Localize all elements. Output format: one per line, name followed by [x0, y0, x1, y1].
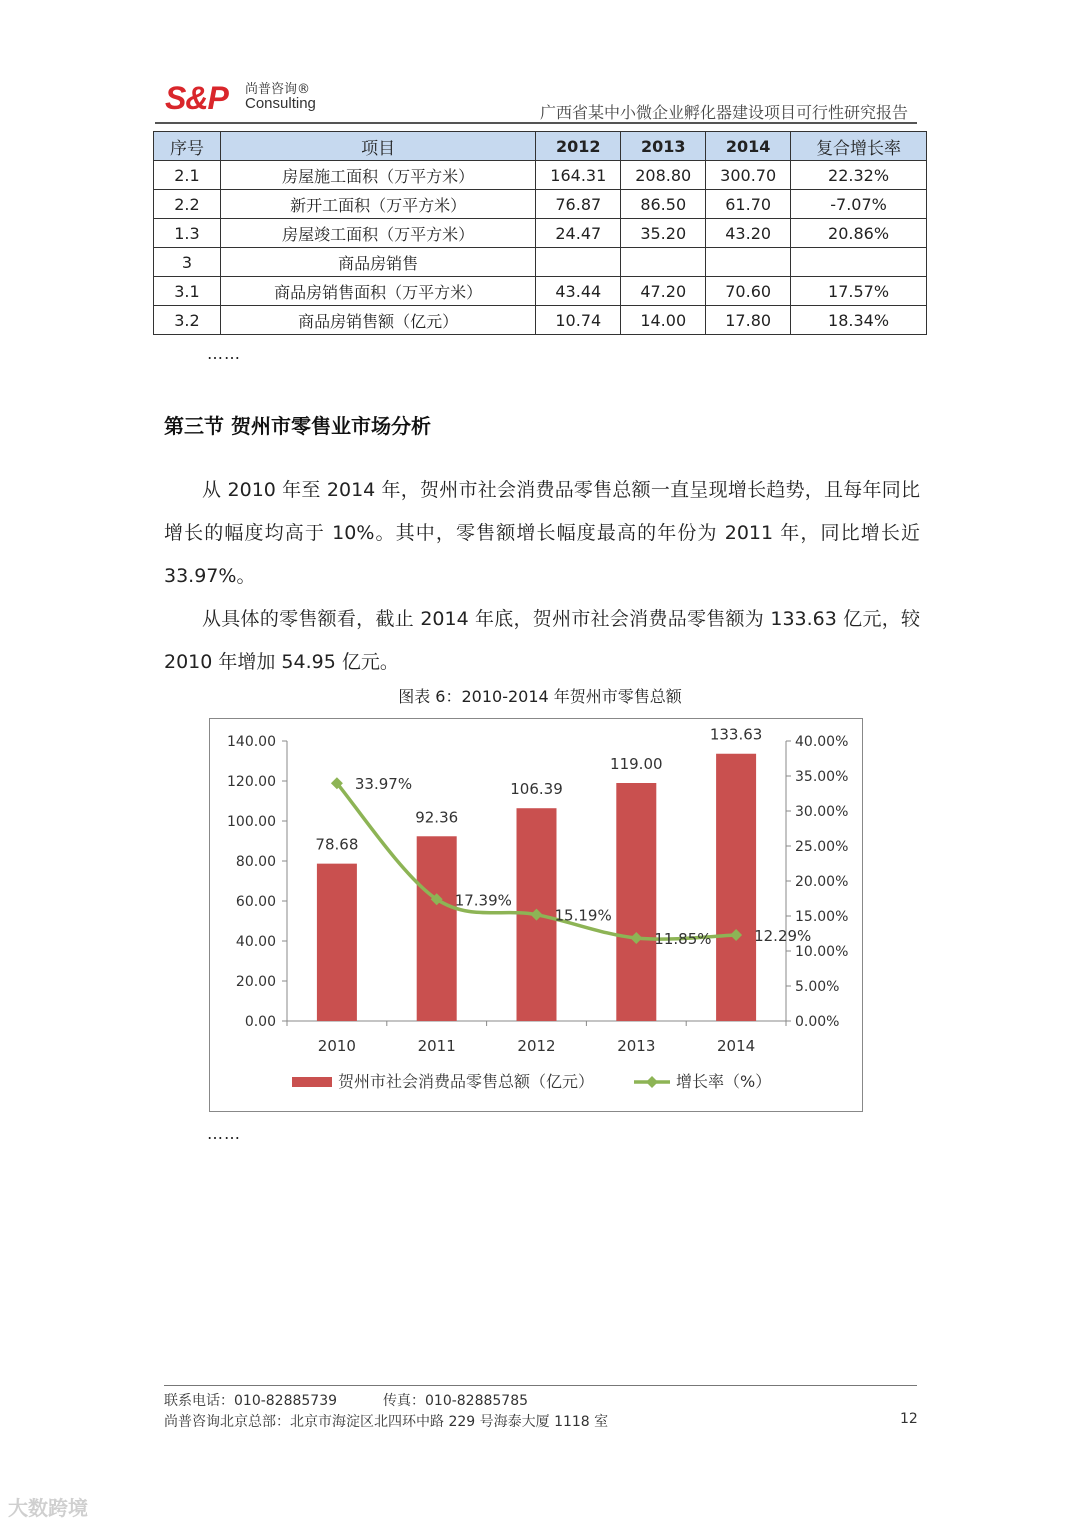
table-cell: 35.20	[621, 219, 706, 248]
table-cell: 3.1	[154, 277, 221, 306]
table-cell: 43.44	[536, 277, 621, 306]
page-number: 12	[900, 1411, 918, 1427]
bar	[417, 836, 457, 1021]
table-row	[154, 277, 927, 306]
ellipsis-after-table: ……	[207, 344, 241, 363]
growth-rate-data-label: 15.19%	[554, 906, 612, 925]
left-axis-tick-label: 80.00	[235, 854, 276, 870]
left-axis-tick-label: 0.00	[244, 1014, 276, 1030]
table-cell: 300.70	[706, 161, 791, 190]
table-cell: 22.32%	[791, 161, 927, 190]
right-axis-tick-label: 40.00%	[795, 734, 849, 750]
table-cell: 商品房销售	[220, 248, 535, 277]
table-cell: 70.60	[706, 277, 791, 306]
x-axis-tick-label: 2011	[417, 1037, 456, 1055]
legend-bar-swatch	[292, 1077, 332, 1087]
left-axis-tick-label: 60.00	[235, 894, 276, 910]
column-header: 序号	[154, 132, 221, 161]
right-axis-tick-label: 5.00%	[795, 979, 840, 995]
table-row	[154, 161, 927, 190]
column-header: 2013	[621, 132, 706, 161]
statistics-table	[153, 131, 927, 335]
legend-line-marker	[646, 1076, 658, 1088]
table-cell: 86.50	[621, 190, 706, 219]
right-axis-tick-label: 15.00%	[795, 909, 849, 925]
logo-english-name: Consulting	[245, 95, 316, 112]
table-cell	[536, 248, 621, 277]
chart-canvas	[210, 719, 864, 1113]
left-axis-tick-label: 100.00	[227, 814, 276, 830]
right-axis-tick-label: 30.00%	[795, 804, 849, 820]
footer-fax: 传真：010-82885785	[383, 1393, 529, 1409]
table-cell: 61.70	[706, 190, 791, 219]
column-header: 2012	[536, 132, 621, 161]
table-cell	[706, 248, 791, 277]
footer-phone: 联系电话：010-82885739	[164, 1393, 338, 1409]
right-axis-tick-label: 0.00%	[795, 1014, 840, 1030]
table-cell: 43.20	[706, 219, 791, 248]
right-axis-tick-label: 35.00%	[795, 769, 849, 785]
table-cell: 76.87	[536, 190, 621, 219]
bar-data-label: 78.68	[315, 835, 359, 854]
table-cell	[621, 248, 706, 277]
column-header: 2014	[706, 132, 791, 161]
table-row	[154, 306, 927, 335]
bar-data-label: 106.39	[510, 780, 563, 799]
column-header: 复合增长率	[791, 132, 927, 161]
table-cell: 房屋竣工面积（万平方米）	[220, 219, 535, 248]
left-axis-tick-label: 140.00	[227, 734, 276, 750]
x-axis-tick-label: 2010	[317, 1037, 356, 1055]
table-cell: 20.86%	[791, 219, 927, 248]
watermark: 大数跨境	[8, 1496, 88, 1520]
growth-rate-data-label: 11.85%	[654, 930, 712, 949]
document-title: 广西省某中小微企业孵化器建设项目可行性研究报告	[539, 103, 908, 122]
table-cell: 17.57%	[791, 277, 927, 306]
left-axis-tick-label: 40.00	[235, 934, 276, 950]
left-axis-tick-label: 20.00	[235, 974, 276, 990]
footer-divider	[164, 1385, 917, 1386]
header-divider	[155, 122, 917, 124]
bar	[317, 864, 357, 1021]
table-row	[154, 248, 927, 277]
table-cell: 1.3	[154, 219, 221, 248]
bar-data-label: 133.63	[709, 725, 763, 744]
company-logo	[165, 78, 345, 118]
table-cell: 商品房销售额（亿元）	[220, 306, 535, 335]
column-header: 项目	[220, 132, 535, 161]
legend-line-label: 增长率（%）	[676, 1072, 772, 1091]
table-cell: 17.80	[706, 306, 791, 335]
growth-rate-data-label: 12.29%	[754, 926, 812, 945]
table-cell: 3.2	[154, 306, 221, 335]
bar	[616, 783, 656, 1021]
body-text	[164, 469, 920, 684]
table-cell: 2.1	[154, 161, 221, 190]
right-axis-tick-label: 25.00%	[795, 839, 849, 855]
growth-rate-data-label: 17.39%	[454, 891, 512, 910]
table-cell: 商品房销售面积（万平方米）	[220, 277, 535, 306]
table-cell: 14.00	[621, 306, 706, 335]
legend-bar-label: 贺州市社会消费品零售总额（亿元）	[338, 1072, 595, 1091]
table-cell: -7.07%	[791, 190, 927, 219]
footer-address: 尚普咨询北京总部：北京市海淀区北四环中路 229 号海泰大厦 1118 室	[164, 1414, 609, 1430]
right-axis-tick-label: 10.00%	[795, 944, 849, 960]
x-axis-tick-label: 2012	[517, 1037, 556, 1055]
left-axis-tick-label: 120.00	[227, 774, 276, 790]
bar-data-label: 92.36	[415, 808, 459, 827]
bar-data-label: 119.00	[610, 755, 663, 773]
table-cell: 新开工面积（万平方米）	[220, 190, 535, 219]
table-cell: 3	[154, 248, 221, 277]
x-axis-tick-label: 2013	[617, 1037, 656, 1055]
logo-chinese-name: 尚普咨询®	[245, 82, 311, 97]
paragraph: 从具体的零售额看，截止 2014 年底，贺州市社会消费品零售额为 133.63 亿元，较 2010 年增加 54.95 亿元。	[164, 608, 920, 673]
table-cell: 208.80	[621, 161, 706, 190]
right-axis-tick-label: 20.00%	[795, 874, 849, 890]
table-cell: 房屋施工面积（万平方米）	[220, 161, 535, 190]
table-row	[154, 190, 927, 219]
table-cell: 164.31	[536, 161, 621, 190]
table-cell: 10.74	[536, 306, 621, 335]
section-heading: 第三节 贺州市零售业市场分析	[164, 414, 431, 438]
table-row	[154, 219, 927, 248]
table-cell: 47.20	[621, 277, 706, 306]
table-cell: 2.2	[154, 190, 221, 219]
table-cell: 24.47	[536, 219, 621, 248]
figure-caption: 图表 6：2010-2014 年贺州市零售总额	[398, 687, 682, 706]
bar	[716, 754, 756, 1021]
retail-sales-chart	[209, 718, 863, 1112]
table-cell: 18.34%	[791, 306, 927, 335]
paragraph: 从 2010 年至 2014 年，贺州市社会消费品零售总额一直呈现增长趋势，且每年同比增长的幅度均高于 10%。其中，零售额增长幅度最高的年份为 2011 年，同比增长近 33.97%。	[164, 479, 920, 587]
table-cell	[791, 248, 927, 277]
logo-mark: S&P	[165, 80, 228, 116]
ellipsis-after-chart: ……	[207, 1124, 241, 1143]
x-axis-tick-label: 2014	[717, 1037, 756, 1055]
growth-rate-data-label: 33.97%	[354, 775, 413, 794]
table-header-row	[154, 132, 927, 161]
